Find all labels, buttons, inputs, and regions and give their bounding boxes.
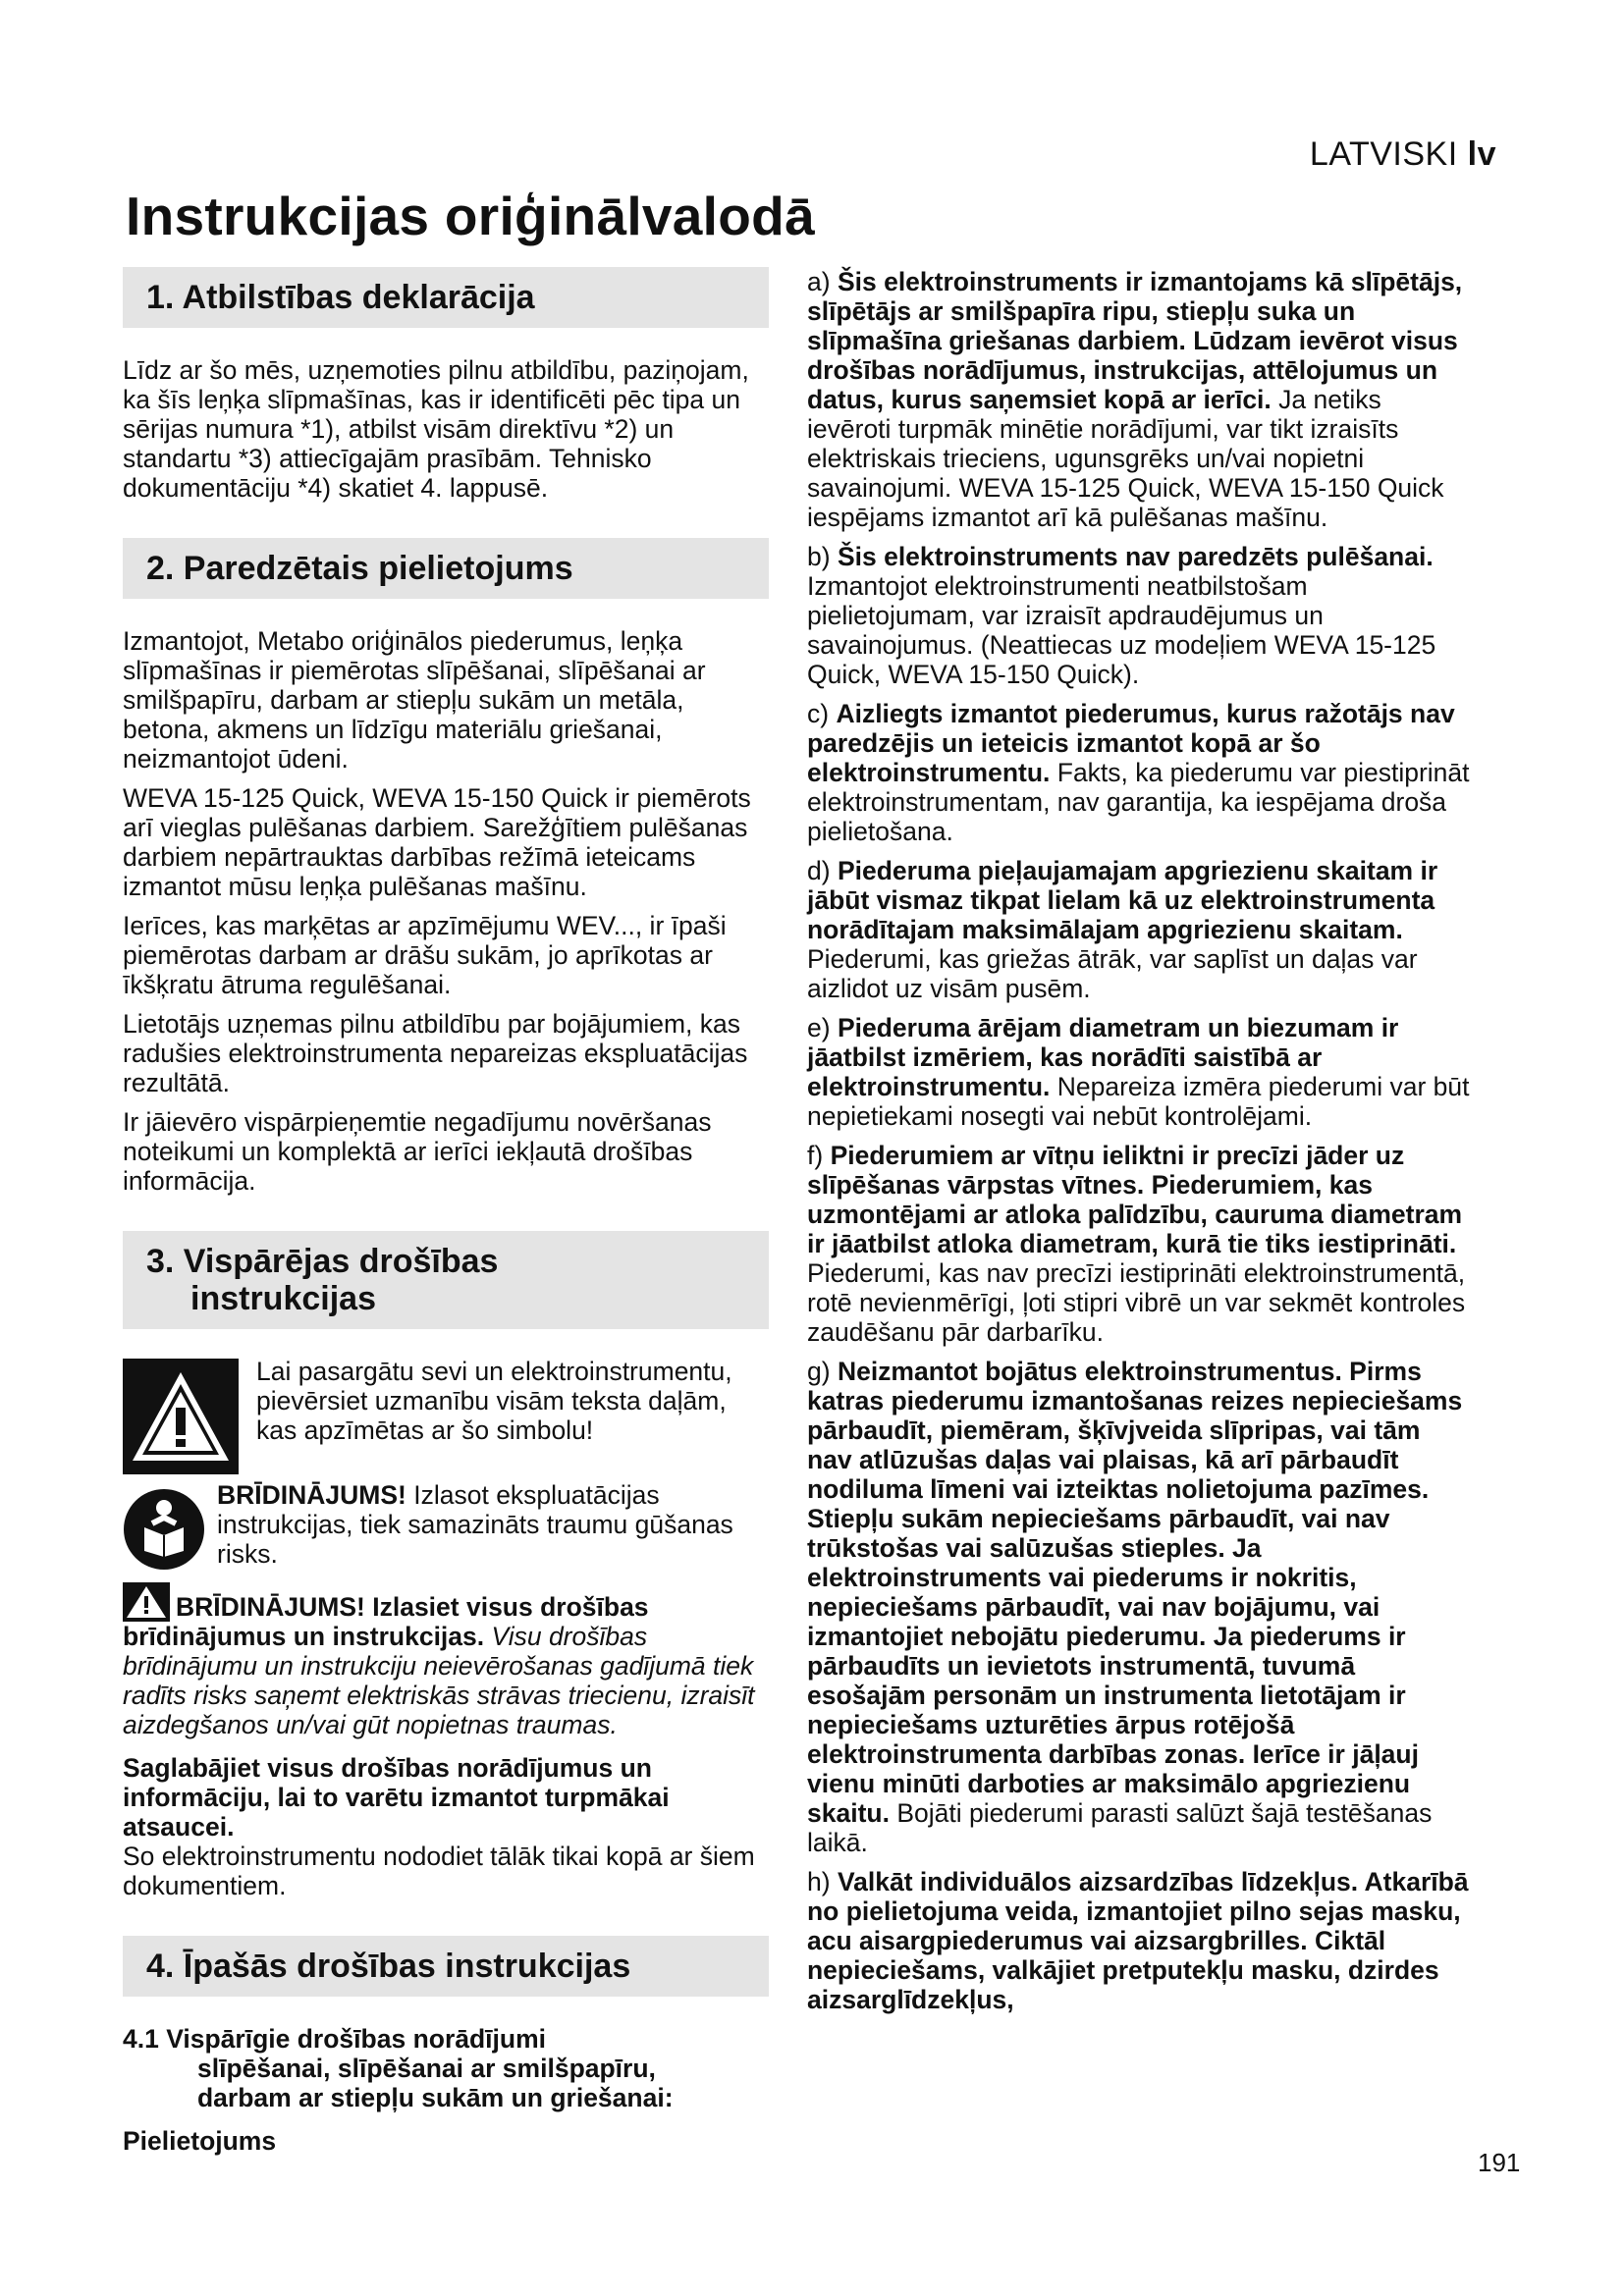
item-f-text: Piederumi, kas nav precīzi iestiprināti elektroinstrumentā, rotē nevienmērīgi, ļoti stipri vibrē un var sekmēt kontroles zaudēšanu pār darbarīku.	[807, 1258, 1466, 1347]
section-2-paragraph: Ir jāievēro vispārpieņemtie negadījumu novēršanas noteikumi un komplektā ar ierīci iekļautā drošības informācija.	[123, 1107, 712, 1196]
warning-1	[217, 1480, 769, 1569]
read-manual-row	[123, 1480, 769, 1569]
section-3-heading-line1: 3. Vispārējas drošības	[146, 1243, 499, 1280]
keep-instructions-bold: Saglabājiet visus drošības norādījumus un informāciju, lai to varētu izmantot turpmākai atsaucei.	[123, 1753, 670, 1842]
item-d	[807, 856, 1471, 1003]
subsection-4-1-heading	[123, 2024, 769, 2112]
keep-instructions	[123, 1753, 769, 1842]
section-1-heading: 1. Atbilstības deklarācija	[123, 267, 769, 328]
item-e-prefix: e)	[807, 1013, 838, 1042]
item-d-text: Piederumi, kas griežas ātrāk, var saplīst un daļas var aizlidot uz visām pusēm.	[807, 944, 1418, 1003]
warning-2-label: BRĪDINĀJUMS! Izlasiet visus drošības brīdinājumus un instrukcijas.	[123, 1592, 649, 1651]
section-2-paragraph: Lietotājs uzņemas pilnu atbildību par bojājumiem, kas radušies elektroinstrumenta nepareizas ekspluatācijas rezultātā.	[123, 1009, 748, 1097]
item-c	[807, 699, 1471, 846]
language-label	[1310, 135, 1496, 174]
small-warning-icon	[123, 1582, 170, 1622]
subsection-4-1-line2: slīpēšanai, slīpēšanai ar smilšpapīru,	[197, 2054, 656, 2083]
item-f-prefix: f)	[807, 1141, 831, 1170]
right-column	[807, 267, 1471, 2024]
document-title: Instrukcijas oriģinālvalodā	[126, 186, 815, 246]
section-2-paragraph: Izmantojot, Metabo oriģinālos piederumus, leņķa slīpmašīnas ir piemērotas slīpēšanai, slīpēšanai ar smilšpapīru, darbam ar stiepļu sukām un metāla, betona, akmens un līdzīgu materiālu griešanai, neizmantojot ūdeni.	[123, 626, 706, 774]
item-b	[807, 542, 1471, 689]
warning-2	[123, 1582, 769, 1739]
warning-2-text: Visu drošības brīdinājumu un instrukciju neievērošanas gadījumā tiek radīts risks saņemt elektriskās strāvas triecienu, izraisīt aizdegšanos un/vai gūt nopietnas traumas.	[123, 1622, 755, 1739]
item-a-bold: Šis elektroinstruments ir izmantojams kā slīpētājs, slīpētājs ar smilšpapīra ripu, stiepļu suka un slīpmašīna griešanas darbiem. Lūdzam ievērot visus drošības norādījumus, instrukcijas, attēlojumus un datus, kurus saņemsiet kopā ar ierīci.	[807, 267, 1463, 414]
item-h-prefix: h)	[807, 1867, 838, 1896]
section-3-heading	[123, 1231, 769, 1329]
item-h-bold: Valkāt individuālos aizsardzības līdzekļus. Atkarībā no pielietojuma veida, izmantojiet pilno sejas masku, acu aisargpiederumus vai aizsargbrilles. Ciktāl nepieciešams, valkājiet pretputekļu masku, dzirdes aizsarglīdzekļus,	[807, 1867, 1469, 2014]
item-a	[807, 267, 1471, 532]
section-2-heading: 2. Paredzētais pielietojums	[123, 538, 769, 599]
subsection-4-1-line3: darbam ar stiepļu sukām un griešanai:	[197, 2083, 674, 2112]
item-e-bold: Piederuma ārējam diametram un biezumam ir jāatbilst izmēriem, kas norādīti saistībā ar elektroinstrumentu.	[807, 1013, 1399, 1101]
section-2-paragraph: WEVA 15-125 Quick, WEVA 15-150 Quick ir piemērots arī vieglas pulēšanas darbiem. Sarežģītiem pulēšanas darbiem nepārtrauktas darbības režīmā ieteicams izmantot mūsu leņķa pulēšanas mašīnu.	[123, 783, 751, 901]
item-c-bold: Aizliegts izmantot piederumus, kurus ražotājs nav paredzējis un ieteicis izmantot kopā ar šo elektroinstrumentu.	[807, 699, 1455, 787]
section-2-paragraph: Ierīces, kas marķētas ar apzīmējumu WEV..., ir īpaši piemērotas darbam ar drāšu sukām, jo aprīkotas ar īkšķratu ātruma regulēšanai.	[123, 911, 727, 999]
item-f-bold: Piederumiem ar vītņu ieliktni ir precīzi jāder uz slīpēšanas vārpstas vītnes. Piederumiem, kas uzmontējami ar atloka palīdzību, cauruma diametram ir jāatbilst atloka diametram, kurā tie tiks iestiprināti.	[807, 1141, 1463, 1258]
item-e-text: Nepareiza izmēra piederumi var būt nepietiekami nosegti vai nebūt kontrolējami.	[807, 1072, 1470, 1131]
symbol-note-row	[123, 1357, 769, 1472]
read-manual-icon	[123, 1488, 205, 1571]
section-4-heading: 4. Īpašās drošības instrukcijas	[123, 1936, 769, 1997]
page-number: 191	[1478, 2148, 1521, 2177]
warning-1-text: Izlasot ekspluatācijas instrukcijas, tiek samazināts traumu gūšanas risks.	[217, 1480, 733, 1569]
item-g	[807, 1357, 1471, 1857]
language-name: LATVISKI	[1309, 135, 1458, 173]
item-a-text: Ja netiks ievēroti turpmāk minētie norādījumi, var tikt izraisīts elektriskais trieciens, ugunsgrēks un/vai nopietni savainojumi. WEVA 15-125 Quick, WEVA 15-150 Quick iespējams izmantot arī kā pulēšanas mašīnu.	[807, 385, 1444, 532]
section-3-heading-line2: instrukcijas	[190, 1280, 376, 1317]
item-c-text: Fakts, ka piederumu var piestiprināt elektroinstrumentam, nav garantija, ka iespējama droša pielietošana.	[807, 758, 1470, 846]
item-d-prefix: d)	[807, 856, 838, 885]
warning-triangle-icon	[123, 1359, 239, 1474]
item-b-text: Izmantojot elektroinstrumenti neatbilstošam pielietojumam, var izraisīt apdraudējumus un savainojumus. (Neattiecas uz modeļiem WEVA 15-125 Quick, WEVA 15-150 Quick).	[807, 571, 1436, 689]
item-h	[807, 1867, 1471, 2014]
subsection-4-1-line1: 4.1 Vispārīgie drošības norādījumi	[123, 2024, 547, 2054]
section-1-text: Līdz ar šo mēs, uzņemoties pilnu atbildību, paziņojam, ka šīs leņķa slīpmašīnas, kas ir identificēti pēc tipa un sērijas numura *1), atbilst visām direktīvu *2) un standartu *3) attiecīgajām prasībām. Tehnisko dokumentāciju *4) skatiet 4. lappusē.	[123, 355, 749, 503]
left-column	[123, 267, 769, 2165]
item-b-prefix: b)	[807, 542, 838, 571]
item-d-bold: Piederuma pieļaujamajam apgriezienu skaitam ir jābūt vismaz tikpat lielam kā uz elektroinstrumenta norādītajam maksimālajam apgriezienu skaitam.	[807, 856, 1438, 944]
item-a-prefix: a)	[807, 267, 838, 296]
usage-label	[123, 2126, 769, 2156]
usage-label-text: Pielietojums	[123, 2126, 277, 2156]
item-g-bold: Neizmantot bojātus elektroinstrumentus. Pirms katras piederumu izmantošanas reizes nepieciešams pārbaudīt, piemēram, šķīvjveida slīpripas, vai tām nav atlūzušas daļas vai plaisas, kā arī pārbaudīt nodiluma līmeni vai izteiktas nolietojuma pazīmes. Stiepļu sukām nepieciešams pārbaudīt, vai nav trūkstošas vai salūzušas stieples. Ja elektroinstruments vai piederums ir nokritis, nepieciešams pārbaudīt, vai nav bojājumu, vai izmantojiet nebojātu piederumu. Ja piederums ir pārbaudīts un ievietots instrumentā, tuvumā esošajām personām un instrumenta lietotājam ir nepieciešams uzturēties ārpus rotējošā elektroinstrumenta darbības zonas. Ierīce ir jāļauj vienu minūti darboties ar maksimālo apgriezienu skaitu.	[807, 1357, 1463, 1828]
symbol-note-text: Lai pasargātu sevi un elektroinstrumentu, pievērsiet uzmanību visām teksta daļām, kas apzīmētas ar šo simbolu!	[256, 1357, 732, 1445]
pass-on-text: So elektroinstrumentu nododiet tālāk tikai kopā ar šiem dokumentiem.	[123, 1842, 755, 1900]
item-b-bold: Šis elektroinstruments nav paredzēts pulēšanai.	[837, 542, 1434, 571]
item-c-prefix: c)	[807, 699, 837, 728]
warning-1-label: BRĪDINĀJUMS!	[217, 1480, 406, 1510]
item-e	[807, 1013, 1471, 1131]
item-g-text: Bojāti piederumi parasti salūzt šajā testēšanas laikā.	[807, 1798, 1433, 1857]
item-f	[807, 1141, 1471, 1347]
item-g-prefix: g)	[807, 1357, 838, 1386]
language-code: lv	[1467, 135, 1496, 173]
